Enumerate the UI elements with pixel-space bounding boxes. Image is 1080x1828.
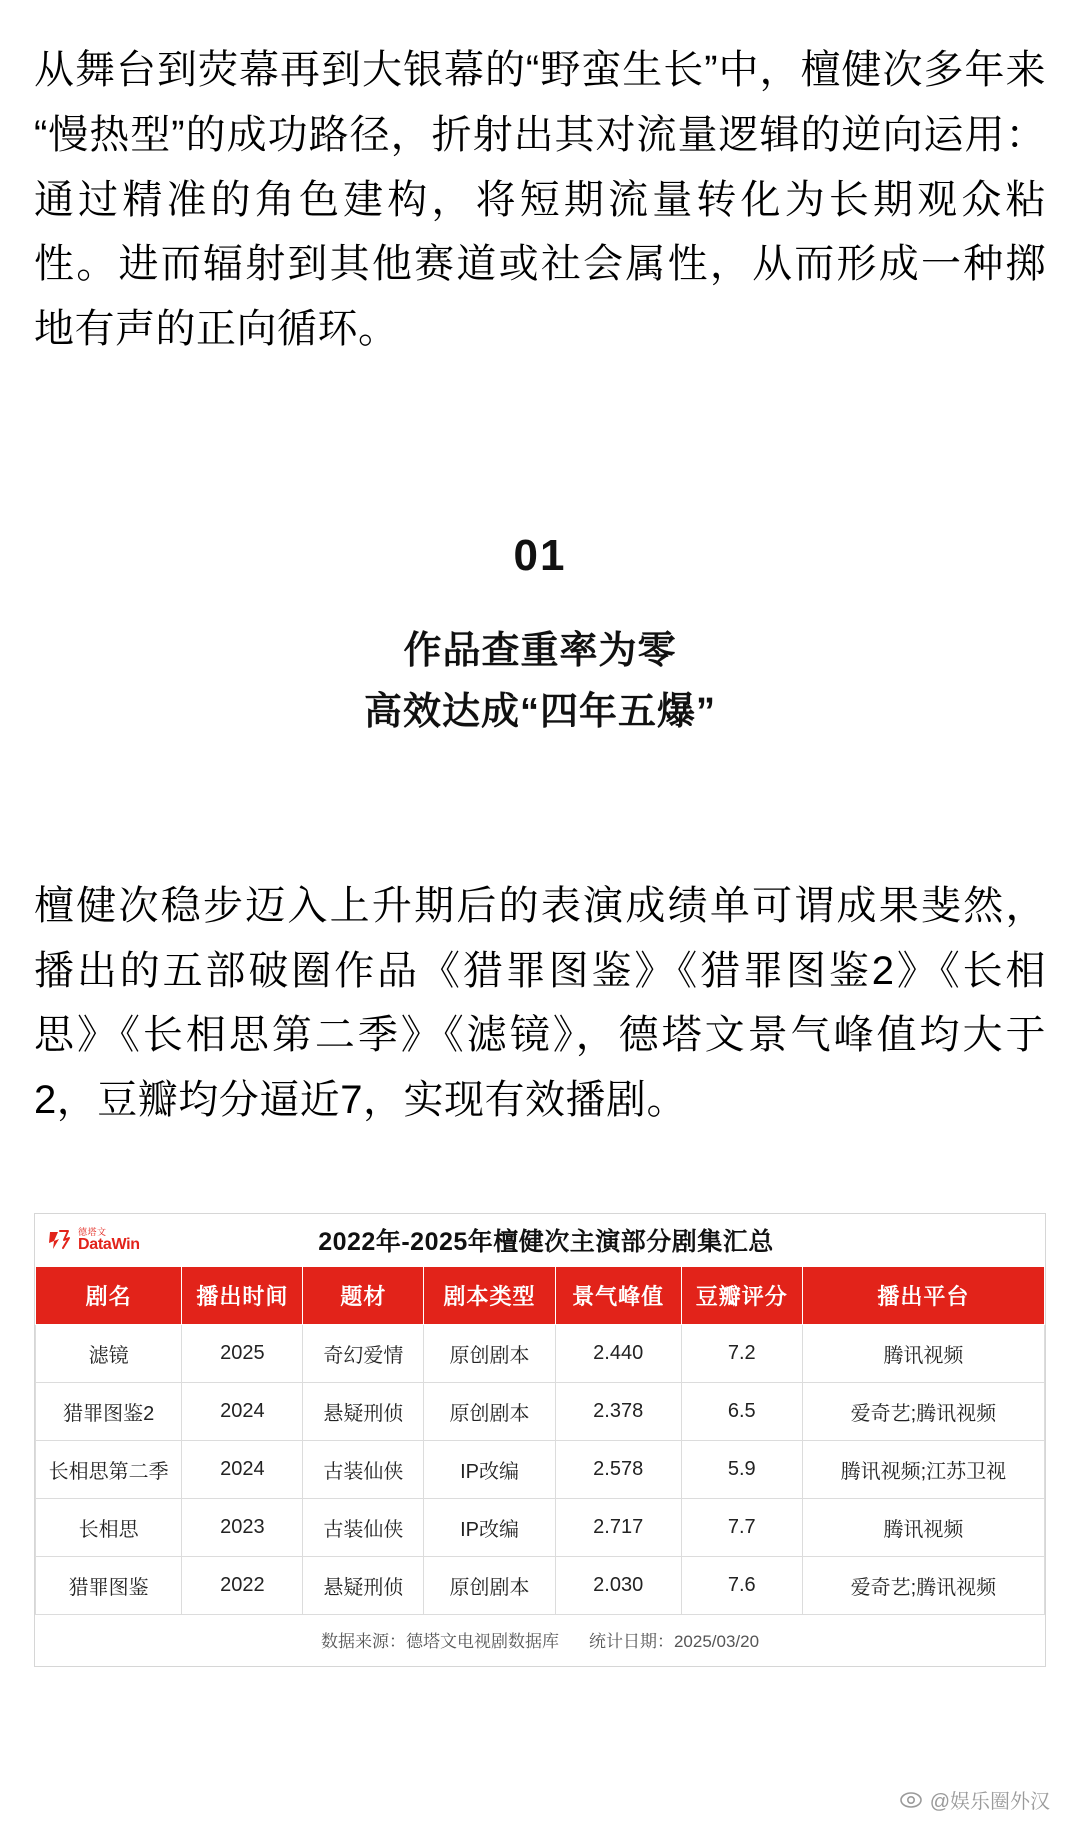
column-header: 题材 [303, 1267, 424, 1325]
table-row [36, 1383, 1045, 1441]
drama-table-card [34, 1213, 1046, 1667]
cell-peak-index: 2.717 [555, 1499, 681, 1557]
weibo-watermark [899, 1785, 1050, 1814]
cell-genre: 悬疑刑侦 [303, 1557, 424, 1615]
column-header: 剧名 [36, 1267, 182, 1325]
cell-title: 猎罪图鉴2 [36, 1383, 182, 1441]
table-row [36, 1499, 1045, 1557]
cell-peak-index: 2.030 [555, 1557, 681, 1615]
section-heading [0, 530, 1080, 744]
cell-airdate: 2023 [182, 1499, 303, 1557]
cell-title: 猎罪图鉴 [36, 1557, 182, 1615]
column-header: 豆瓣评分 [681, 1267, 802, 1325]
cell-script-type: 原创剧本 [424, 1557, 555, 1615]
watermark-text: @娱乐圈外汉 [929, 1791, 1050, 1813]
cell-airdate: 2025 [182, 1325, 303, 1383]
column-header: 播出时间 [182, 1267, 303, 1325]
section-title-line-2: 高效达成“四年五爆” [363, 691, 716, 734]
cell-title: 滤镜 [36, 1325, 182, 1383]
column-header: 播出平台 [802, 1267, 1044, 1325]
cell-douban-score: 7.6 [681, 1557, 802, 1615]
cell-script-type: 原创剧本 [424, 1325, 555, 1383]
cell-douban-score: 7.2 [681, 1325, 802, 1383]
cell-title: 长相思第二季 [36, 1441, 182, 1499]
table-row [36, 1325, 1045, 1383]
source-label: 数据来源：德塔文电视剧数据库 [320, 1632, 559, 1652]
cell-platform: 腾讯视频 [802, 1325, 1044, 1383]
cell-peak-index: 2.578 [555, 1441, 681, 1499]
weibo-eye-icon [899, 1788, 923, 1812]
cell-script-type: IP改编 [424, 1499, 555, 1557]
table-row [36, 1441, 1045, 1499]
cell-douban-score: 7.7 [681, 1499, 802, 1557]
section-number: 01 [513, 530, 567, 580]
cell-airdate: 2022 [182, 1557, 303, 1615]
table-card-header [35, 1214, 1045, 1266]
drama-table [35, 1266, 1045, 1615]
paragraph-body: 檀健次稳步迈入上升期后的表演成绩单可谓成果斐然，播出的五部破圈作品《猎罪图鉴》《猎罪图鉴2》《长相思》《长相思第二季》《滤镜》，德塔文景气峰值均大于2，豆瓣均分逼近7，实现有效播剧。 [34, 883, 1046, 1123]
datawin-logo [47, 1227, 167, 1253]
cell-airdate: 2024 [182, 1383, 303, 1441]
brand-name-cn: 德塔文 [78, 1226, 107, 1237]
cell-platform: 爱奇艺;腾讯视频 [802, 1383, 1044, 1441]
table-header-row [36, 1267, 1045, 1325]
table-row [36, 1557, 1045, 1615]
table-source-row [35, 1615, 1045, 1666]
cell-genre: 悬疑刑侦 [303, 1383, 424, 1441]
datawin-mark-icon [47, 1227, 73, 1253]
cell-title: 长相思 [36, 1499, 182, 1557]
cell-douban-score: 6.5 [681, 1383, 802, 1441]
cell-airdate: 2024 [182, 1441, 303, 1499]
cell-platform: 腾讯视频;江苏卫视 [802, 1441, 1044, 1499]
cell-platform: 腾讯视频 [802, 1499, 1044, 1557]
cell-douban-score: 5.9 [681, 1441, 802, 1499]
column-header: 景气峰值 [555, 1267, 681, 1325]
cell-peak-index: 2.440 [555, 1325, 681, 1383]
cell-genre: 古装仙侠 [303, 1441, 424, 1499]
column-header: 剧本类型 [424, 1267, 555, 1325]
cell-script-type: 原创剧本 [424, 1383, 555, 1441]
cell-platform: 爱奇艺;腾讯视频 [802, 1557, 1044, 1615]
cell-genre: 古装仙侠 [303, 1499, 424, 1557]
paragraph-intro: 从舞台到荧幕再到大银幕的“野蛮生长”中，檀健次多年来“慢热型”的成功路径，折射出其对流量逻辑的逆向运用：通过精准的角色建构，将短期流量转化为长期观众粘性。进而辐射到其他赛道或社会属性，从而形成一种掷地有声的正向循环。 [34, 48, 1046, 352]
cell-genre: 奇幻爱情 [303, 1325, 424, 1383]
brand-name-en: DataWin [78, 1235, 140, 1253]
stat-date-label: 统计日期：2025/03/20 [588, 1632, 760, 1652]
cell-script-type: IP改编 [424, 1441, 555, 1499]
cell-peak-index: 2.378 [555, 1383, 681, 1441]
table-title: 2022年-2025年檀健次主演部分剧集汇总 [318, 1228, 774, 1257]
section-title-line-1: 作品查重率为零 [403, 629, 677, 672]
